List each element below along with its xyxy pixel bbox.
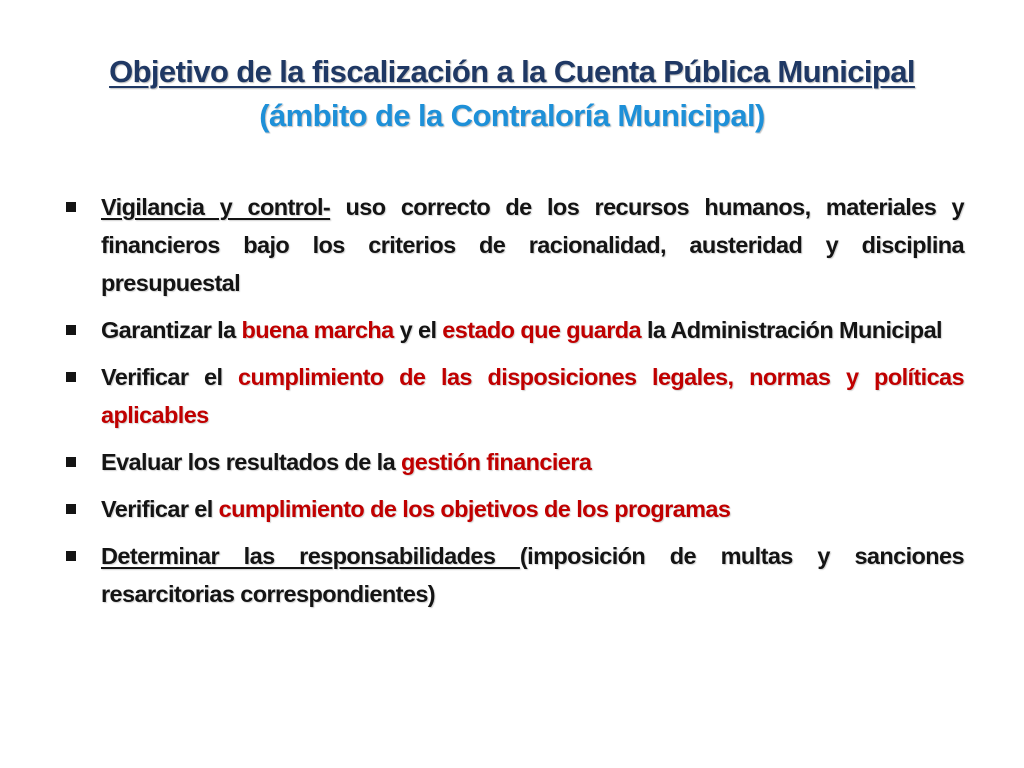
- bullet-text: uso correcto de los recursos humanos, materiales y financieros bajo los criterios de racionalidad, austeridad y disciplina presupuestal: [101, 194, 964, 296]
- square-bullet-icon: [66, 202, 76, 212]
- square-bullet-icon: [66, 372, 76, 382]
- bullet-text: la Administración Municipal: [641, 317, 942, 343]
- bullet-text: y el: [393, 317, 443, 343]
- bullet-text: Verificar el: [101, 496, 219, 522]
- bullet-lead: Determinar las responsabilidades: [101, 543, 520, 569]
- bullet-list: [64, 188, 964, 622]
- bullet-text: Garantizar la: [101, 317, 242, 343]
- bullet-item-evaluar: [64, 443, 964, 481]
- bullet-highlight: buena marcha: [241, 317, 394, 343]
- bullet-highlight: cumplimiento de los objetivos de los programas: [218, 496, 731, 522]
- bullet-item-verificar-objetivos: [64, 490, 964, 528]
- bullet-highlight: cumplimiento de las disposiciones legales, normas y políticas aplicables: [101, 364, 964, 428]
- square-bullet-icon: [66, 325, 76, 335]
- bullet-item-verificar-disposiciones: [64, 358, 964, 434]
- bullet-text: Evaluar los resultados de la: [101, 449, 401, 475]
- square-bullet-icon: [66, 551, 76, 561]
- bullet-highlight: gestión financiera: [400, 449, 592, 475]
- bullet-lead: Vigilancia y control-: [101, 194, 331, 220]
- title-accent: (ámbito de la Contraloría Municipal): [259, 98, 765, 133]
- bullet-item-garantizar: [64, 311, 964, 349]
- square-bullet-icon: [66, 457, 76, 467]
- bullet-highlight: estado que guarda: [442, 317, 642, 343]
- title-main: Objetivo de la fiscalización a la Cuenta Pública Municipal: [109, 54, 915, 89]
- bullet-text: (imposición de multas y sanciones resarcitorias correspondientes): [101, 543, 964, 607]
- square-bullet-icon: [66, 504, 76, 514]
- bullet-item-determinar: [64, 537, 964, 613]
- slide-title: [60, 50, 964, 138]
- bullet-item-vigilancia: [64, 188, 964, 302]
- bullet-text: Verificar el: [101, 364, 238, 390]
